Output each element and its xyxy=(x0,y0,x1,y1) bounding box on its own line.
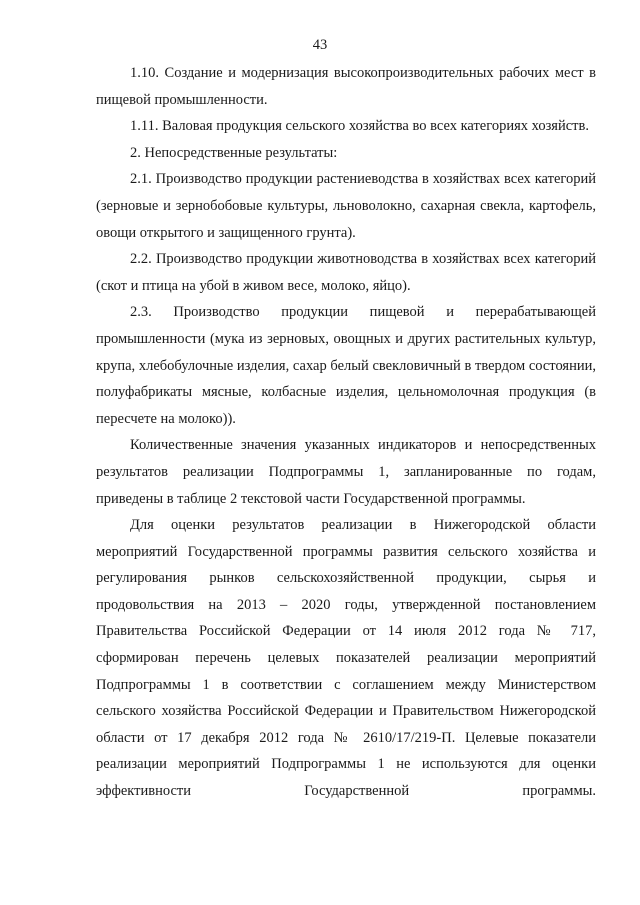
paragraph-2-3: 2.3. Производство продукции пищевой и перерабатывающей промышленности (мука из зерновых, овощных и других растительных культур, крупа, хлебобулочные изделия, сахар белый свекловичный в твердом состоянии, полуфабрикаты мясные, колбасные изделия, цельномолочная продукция (в пересчете на молоко)). xyxy=(96,304,596,427)
paragraph-1-10: 1.10. Создание и модернизация высокопроизводительных рабочих мест в пищевой промышленности. xyxy=(96,65,596,108)
paragraph-2-1: 2.1. Производство продукции растениеводства в хозяйствах всех категорий (зерновые и зернобобовые культуры, льноволокно, сахарная свекла, картофель, овощи открытого и защищенного грунта). xyxy=(96,171,596,241)
paragraph-direct-results-heading: 2. Непосредственные результаты: xyxy=(130,144,338,161)
paragraph-quantitative-values: Количественные значения указанных индикаторов и непосредственных результатов реализации Подпрограммы 1, запланированные по годам, приведены в таблице 2 текстовой части Государственной программы. xyxy=(96,437,596,507)
page-number: 43 xyxy=(312,37,328,53)
paragraph-1-11: 1.11. Валовая продукция сельского хозяйства во всех категориях хозяйств. xyxy=(130,118,589,135)
document-body xyxy=(96,60,596,805)
paragraph-evaluation: Для оценки результатов реализации в Нижегородской области мероприятий Государственной программы развития сельского хозяйства и регулирования рынков сельскохозяйственной продукции, сырья и продовольствия на 2013 – 2020 годы, утвержденной постановлением Правительства Российской Федерации от 14 июля 2012 года № 717, сформирован перечень целевых показателей реализации мероприятий Подпрограммы 1 в соответствии с соглашением между Министерством сельского хозяйства Российской Федерации и Правительством Нижегородской области от 17 декабря 2012 года № 2610/17/219-П. Целевые показатели реализации мероприятий Подпрограммы 1 не используются для оценки эффективности Государственной программы. xyxy=(96,517,596,800)
paragraph-2-2: 2.2. Производство продукции животноводства в хозяйствах всех категорий (скот и птица на убой в живом весе, молоко, яйцо). xyxy=(96,251,596,294)
